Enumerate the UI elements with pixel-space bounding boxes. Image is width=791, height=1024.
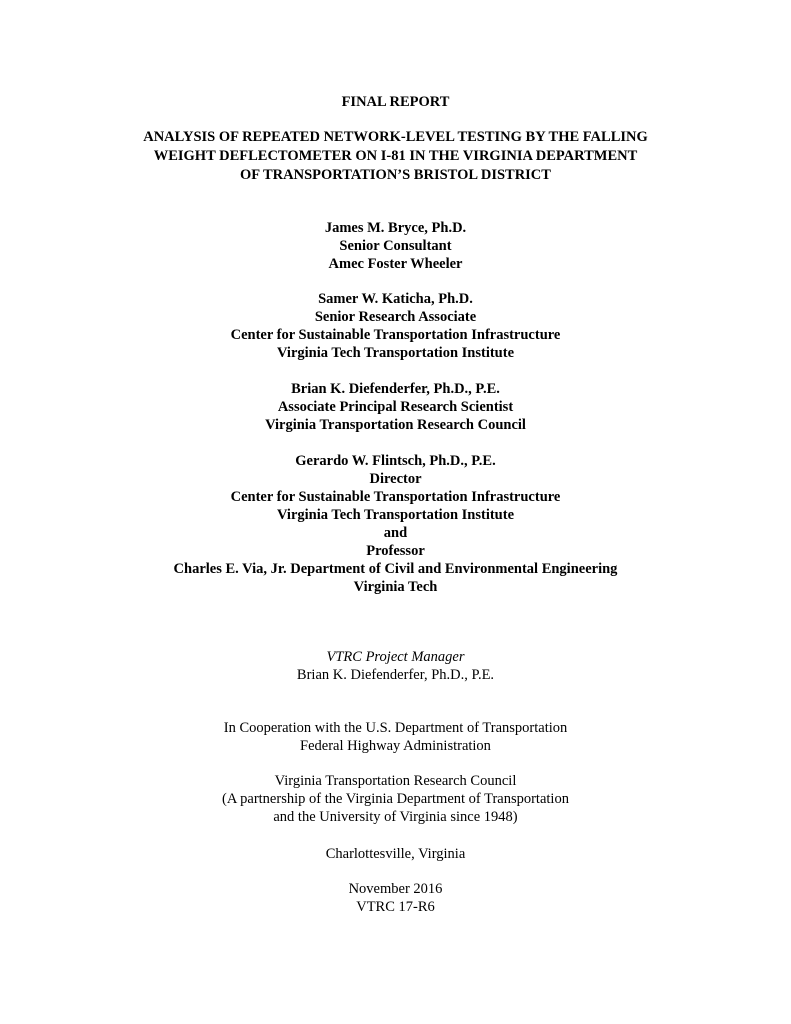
report-title-line: OF TRANSPORTATION’S BRISTOL DISTRICT: [240, 167, 551, 183]
author-name: James M. Bryce, Ph.D.: [324, 220, 467, 236]
author-name: Brian K. Diefenderfer, Ph.D., P.E.: [291, 381, 500, 397]
report-number: VTRC 17-R6: [356, 899, 435, 915]
report-title-line: WEIGHT DEFLECTOMETER ON I-81 IN THE VIRGINIA DEPARTMENT: [153, 148, 638, 164]
author-name: Samer W. Katicha, Ph.D.: [318, 291, 473, 307]
author-title: Associate Principal Research Scientist: [277, 399, 514, 415]
author-affiliation: Virginia Transportation Research Council: [265, 417, 526, 433]
author-affiliation: Virginia Tech Transportation Institute: [277, 345, 514, 361]
author-affiliation: Virginia Tech Transportation Institute: [277, 507, 514, 523]
author-affiliation: Center for Sustainable Transportation Infrastructure: [230, 327, 561, 343]
cooperation-line: In Cooperation with the U.S. Department of Transportation: [223, 720, 568, 736]
project-manager-name: Brian K. Diefenderfer, Ph.D., P.E.: [296, 667, 495, 683]
author-affiliation: Center for Sustainable Transportation Infrastructure: [230, 489, 561, 505]
author-title: Professor: [366, 543, 425, 559]
author-affiliation: Virginia Tech: [353, 579, 438, 595]
author-affiliation: Amec Foster Wheeler: [328, 256, 463, 272]
council-line: Virginia Transportation Research Council: [274, 773, 517, 789]
report-label: FINAL REPORT: [341, 94, 450, 110]
author-title: Senior Research Associate: [314, 309, 477, 325]
council-line: and the University of Virginia since 1948): [273, 809, 518, 825]
cooperation-line: Federal Highway Administration: [300, 738, 491, 754]
location: Charlottesville, Virginia: [325, 846, 466, 862]
council-line: (A partnership of the Virginia Department of Transportation: [222, 791, 569, 807]
author-affiliation: Charles E. Via, Jr. Department of Civil and Environmental Engineering: [173, 561, 618, 577]
author-title: Senior Consultant: [339, 238, 452, 254]
author-conjunction: and: [383, 525, 408, 541]
report-date: November 2016: [348, 881, 443, 897]
author-name: Gerardo W. Flintsch, Ph.D., P.E.: [295, 453, 496, 469]
project-manager-role: VTRC Project Manager: [326, 649, 465, 665]
report-title-line: ANALYSIS OF REPEATED NETWORK-LEVEL TESTING BY THE FALLING: [143, 129, 648, 145]
author-title: Director: [369, 471, 422, 487]
